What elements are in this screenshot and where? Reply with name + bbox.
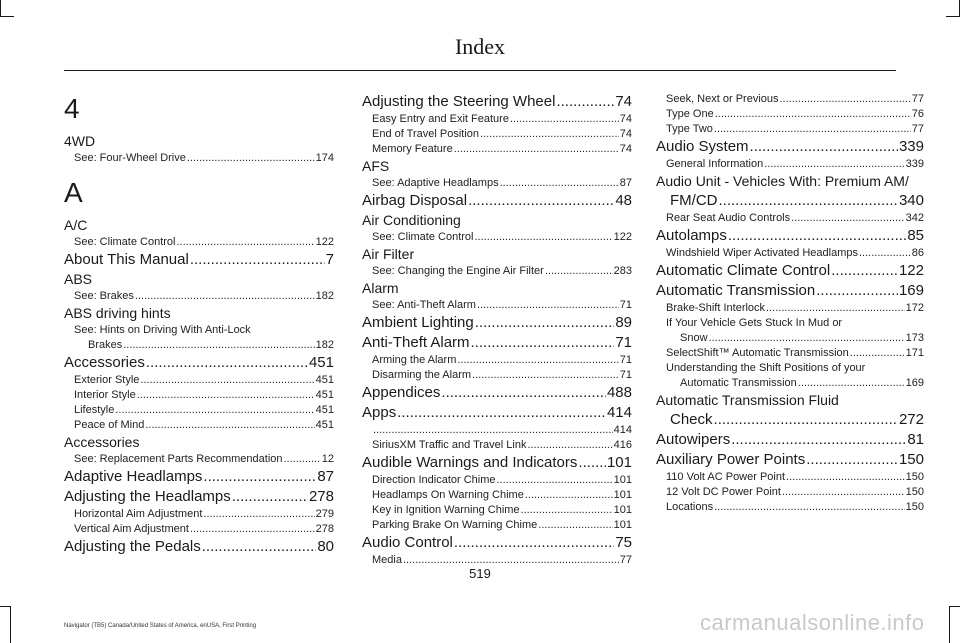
entry-text: Easy Entry and Exit Feature: [372, 113, 509, 125]
page-reference-link[interactable]: 71: [615, 334, 632, 351]
dot-leader: [472, 368, 619, 383]
index-subentry: [362, 230, 632, 245]
dot-leader: [190, 522, 315, 537]
index-column-3: [656, 92, 924, 515]
entry-text: Automatic Climate Control: [656, 262, 831, 279]
dot-leader: [177, 235, 315, 250]
index-subentry: See: Hints on Driving With Anti-Lock: [74, 324, 251, 336]
page-reference-link[interactable]: 86: [911, 247, 924, 259]
dot-leader: [500, 176, 619, 191]
page-reference-link[interactable]: 101: [606, 454, 632, 471]
index-subentry: [656, 211, 924, 226]
index-subentry-continued: [656, 331, 924, 346]
entry-text: 110 Volt AC Power Point: [666, 471, 786, 483]
page-reference-link[interactable]: 416: [613, 439, 632, 451]
page-reference-link[interactable]: 80: [317, 538, 334, 555]
page-reference-link[interactable]: 169: [898, 282, 924, 299]
page-reference-link[interactable]: 75: [615, 534, 632, 551]
dot-leader: [750, 137, 898, 157]
entry-text: Key in Ignition Warning Chime: [372, 504, 520, 516]
entry-text: Check: [670, 411, 713, 428]
dot-leader: [766, 301, 905, 316]
index-heading: [362, 533, 632, 553]
crop-mark-top-left-h: [0, 16, 14, 17]
dot-leader: [146, 353, 308, 373]
dot-leader: [135, 289, 315, 304]
index-heading: [64, 467, 334, 487]
dot-leader: [831, 261, 898, 281]
page-reference-link[interactable]: 451: [308, 354, 334, 371]
entry-text: See: Adaptive Headlamps: [372, 177, 499, 189]
page-reference-link[interactable]: 81: [907, 431, 924, 448]
index-heading: [362, 383, 632, 403]
index-heading: [362, 333, 632, 353]
page-reference-link[interactable]: 150: [898, 451, 924, 468]
index-subentry: [64, 403, 334, 418]
index-heading: [656, 281, 924, 301]
dot-leader: [140, 373, 314, 388]
page-reference-link[interactable]: 451: [315, 389, 334, 401]
index-heading: Accessories: [64, 434, 140, 450]
index-subentry: If Your Vehicle Gets Stuck In Mud or: [666, 317, 843, 329]
page-reference-link[interactable]: 272: [898, 411, 924, 428]
page-reference-link[interactable]: 74: [615, 93, 632, 110]
dot-leader: [190, 250, 325, 270]
dot-leader: [203, 507, 314, 522]
entry-text: Autolamps: [656, 227, 727, 244]
page-reference-link[interactable]: 414: [613, 424, 632, 436]
entry-text: Peace of Mind: [74, 419, 145, 431]
entry-text: Ambient Lighting: [362, 314, 474, 331]
page-reference-link[interactable]: 76: [911, 108, 924, 120]
crop-mark-top-right-h: [946, 16, 960, 17]
index-subentry: [362, 142, 632, 157]
dot-leader: [816, 281, 898, 301]
entry-text: Locations: [666, 501, 714, 513]
index-heading: Air Filter: [362, 246, 415, 262]
index-heading: [656, 261, 924, 281]
index-subentry: [656, 500, 924, 515]
dot-leader: [471, 333, 615, 353]
page-reference-link[interactable]: 279: [315, 508, 334, 520]
dot-leader: [145, 418, 314, 433]
entry-text: Seek, Next or Previous: [666, 93, 779, 105]
index-subentry: [362, 488, 632, 503]
dot-leader: [137, 388, 315, 403]
index-heading: [64, 487, 334, 507]
dot-leader: [454, 142, 619, 157]
page-reference-link[interactable]: 173: [905, 332, 924, 344]
index-subentry: [64, 235, 334, 250]
dot-leader: [782, 485, 905, 500]
index-heading: [362, 92, 632, 112]
entry-text: Adjusting the Steering Wheel: [362, 93, 556, 110]
index-subentry: [64, 151, 334, 166]
dot-leader: [806, 450, 898, 470]
index-subentry: [656, 157, 924, 172]
page-reference-link[interactable]: 182: [315, 339, 334, 351]
page-reference-link[interactable]: 101: [613, 504, 632, 516]
index-heading: [362, 453, 632, 473]
entry-text: Arming the Alarm: [372, 354, 457, 366]
dot-leader: [475, 313, 615, 333]
page-reference-link[interactable]: 87: [317, 468, 334, 485]
page-reference-link[interactable]: 101: [613, 519, 632, 531]
page-title: Index: [454, 34, 506, 59]
entry-text: See: Replacement Parts Recommendation: [74, 453, 283, 465]
index-heading: [64, 250, 334, 270]
dot-leader: [525, 488, 613, 503]
index-subentry: [362, 127, 632, 142]
entry-text: Audio Control: [362, 534, 453, 551]
entry-text: Adjusting the Pedals: [64, 538, 201, 555]
index-subentry: [64, 507, 334, 522]
index-heading: [362, 191, 632, 211]
dot-leader: [203, 467, 316, 487]
index-heading: ABS driving hints: [64, 305, 171, 321]
page-reference-link[interactable]: 174: [315, 152, 334, 164]
dot-leader: [123, 338, 314, 353]
entry-text: Rear Seat Audio Controls: [666, 212, 791, 224]
dot-leader: [497, 473, 613, 488]
page-reference-link[interactable]: 74: [619, 128, 632, 140]
index-subentry: [656, 246, 924, 261]
index-heading: Audio Unit - Vehicles With: Premium AM/: [656, 173, 909, 189]
entry-text: Headlamps On Warning Chime: [372, 489, 524, 501]
dot-leader: [397, 403, 606, 423]
dot-leader: [728, 226, 906, 246]
page-reference-link[interactable]: 488: [606, 384, 632, 401]
index-subentry: [362, 423, 632, 438]
entry-text: 12 Volt DC Power Point: [666, 486, 781, 498]
index-section-letter: A: [64, 177, 83, 208]
index-subentry: [362, 176, 632, 191]
page-reference-link[interactable]: 122: [613, 231, 632, 243]
crop-mark-bottom-left-v: [10, 606, 11, 643]
index-heading: [656, 430, 924, 450]
dot-leader: [510, 112, 619, 127]
dot-leader: [786, 470, 905, 485]
page-reference-link[interactable]: 342: [905, 212, 924, 224]
dot-leader: [468, 191, 614, 211]
page-reference-link[interactable]: 101: [613, 489, 632, 501]
entry-text: Vertical Aim Adjustment: [74, 523, 189, 535]
page-reference-link[interactable]: 278: [308, 488, 334, 505]
entry-text: Lifestyle: [74, 404, 115, 416]
entry-text: General Information: [666, 158, 764, 170]
dot-leader: [764, 157, 904, 172]
dot-leader: [780, 92, 911, 107]
index-subentry: [362, 503, 632, 518]
dot-leader: [714, 122, 911, 137]
page-reference-link[interactable]: 340: [898, 192, 924, 209]
entry-text: See: Climate Control: [74, 236, 176, 248]
page-reference-link[interactable]: 150: [905, 501, 924, 513]
section-gap: [64, 166, 334, 176]
entry-text: About This Manual: [64, 251, 189, 268]
index-heading: 4WD: [64, 133, 96, 149]
dot-leader: [709, 331, 905, 346]
entry-text: Parking Brake On Warning Chime: [372, 519, 538, 531]
entry-text: Disarming the Alarm: [372, 369, 472, 381]
entry-text: See: Brakes: [74, 290, 134, 302]
index-column-1: [64, 92, 334, 557]
entry-text: See: Four-Wheel Drive: [74, 152, 186, 164]
dot-leader: [545, 264, 613, 279]
page-reference-link[interactable]: 339: [905, 158, 924, 170]
dot-leader: [859, 246, 911, 261]
page-reference-link[interactable]: 89: [615, 314, 632, 331]
dot-leader: [791, 211, 905, 226]
page-reference-link[interactable]: 71: [619, 299, 632, 311]
index-subentry: [656, 470, 924, 485]
index-subentry: [64, 289, 334, 304]
dot-leader: [527, 438, 612, 453]
header-rule: [64, 70, 896, 71]
page-reference-link[interactable]: 182: [315, 290, 334, 302]
entry-text: See: Anti-Theft Alarm: [372, 299, 476, 311]
entry-text: Audible Warnings and Indicators: [362, 454, 578, 471]
watermark: carmanualsonline.info: [700, 610, 925, 635]
dot-leader: [798, 376, 905, 391]
dot-leader: [714, 410, 898, 430]
index-subentry: [656, 346, 924, 361]
index-heading: [362, 403, 632, 423]
crop-mark-bottom-right-v: [949, 606, 950, 643]
page-reference-link[interactable]: 77: [619, 554, 632, 566]
entry-text: Adaptive Headlamps: [64, 468, 203, 485]
dot-leader: [578, 453, 606, 473]
dot-leader: [373, 423, 613, 438]
dot-leader: [477, 298, 619, 313]
index-subentry: [362, 298, 632, 313]
entry-text: Type Two: [666, 123, 713, 135]
index-subentry: [362, 368, 632, 383]
entry-text: Accessories: [64, 354, 145, 371]
entry-text: End of Travel Position: [372, 128, 480, 140]
page-reference-link[interactable]: 12: [321, 453, 334, 465]
page-reference-link[interactable]: 150: [905, 471, 924, 483]
index-subentry: [64, 373, 334, 388]
index-subentry: [362, 264, 632, 279]
index-heading: [656, 450, 924, 470]
index-column-2: [362, 92, 632, 568]
entry-text: Direction Indicator Chime: [372, 474, 496, 486]
index-subentry: [362, 473, 632, 488]
index-heading: AFS: [362, 158, 390, 174]
page-reference-link[interactable]: 150: [905, 486, 924, 498]
entry-text: See: Changing the Engine Air Filter: [372, 265, 544, 277]
index-subentry: Understanding the Shift Positions of your: [666, 362, 866, 374]
index-heading-continued: [656, 191, 924, 211]
dot-leader: [731, 430, 906, 450]
page-reference-link[interactable]: 7: [325, 251, 334, 268]
entry-text: Windshield Wiper Activated Headlamps: [666, 247, 858, 259]
page-reference-link[interactable]: 451: [315, 374, 334, 386]
index-heading: [64, 353, 334, 373]
page-reference-link[interactable]: 48: [615, 192, 632, 209]
entry-text: Memory Feature: [372, 143, 453, 155]
entry-text: Apps: [362, 404, 397, 421]
dot-leader: [850, 346, 905, 361]
dot-leader: [719, 191, 898, 211]
page-reference-link[interactable]: 101: [613, 474, 632, 486]
page-reference-link[interactable]: 85: [907, 227, 924, 244]
entry-text: Brakes: [88, 339, 123, 351]
entry-text: See: Climate Control: [372, 231, 474, 243]
page-reference-link[interactable]: 122: [898, 262, 924, 279]
page-reference-link[interactable]: 414: [606, 404, 632, 421]
page-reference-link[interactable]: 171: [905, 347, 924, 359]
entry-text: Exterior Style: [74, 374, 140, 386]
index-subentry: [64, 452, 334, 467]
entry-text: Type One: [666, 108, 714, 120]
entry-text: Auxiliary Power Points: [656, 451, 806, 468]
page-reference-link[interactable]: 71: [619, 354, 632, 366]
index-subentry: [656, 485, 924, 500]
index-section-letter: 4: [64, 93, 80, 124]
dot-leader: [202, 537, 317, 557]
crop-mark-bottom-right-h: [950, 606, 960, 607]
index-heading: ABS: [64, 271, 93, 287]
entry-text: Automatic Transmission: [680, 377, 797, 389]
index-subentry: [362, 353, 632, 368]
page-reference-link[interactable]: 451: [315, 419, 334, 431]
entry-text: Snow: [680, 332, 708, 344]
page-reference-link[interactable]: 339: [898, 138, 924, 155]
index-subentry-continued: [656, 376, 924, 391]
dot-leader: [556, 92, 614, 112]
index-heading: Air Conditioning: [362, 212, 461, 228]
dot-leader: [284, 452, 321, 467]
dot-leader: [454, 533, 614, 553]
index-subentry: [656, 92, 924, 107]
page-reference-link[interactable]: 451: [315, 404, 334, 416]
entry-text: FM/CD: [670, 192, 718, 209]
page-reference-link[interactable]: 74: [619, 143, 632, 155]
index-heading: Automatic Transmission Fluid: [656, 392, 839, 408]
entry-text: Automatic Transmission: [656, 282, 816, 299]
page-reference-link[interactable]: 122: [315, 236, 334, 248]
page-number: 519: [469, 566, 491, 581]
index-subentry: [362, 438, 632, 453]
index-subentry: [362, 518, 632, 533]
index-subentry: [64, 522, 334, 537]
page-reference-link[interactable]: 87: [619, 177, 632, 189]
dot-leader: [115, 403, 314, 418]
index-subentry: [656, 301, 924, 316]
dot-leader: [521, 503, 613, 518]
entry-text: Adjusting the Headlamps: [64, 488, 231, 505]
index-subentry: [656, 122, 924, 137]
index-subentry: [362, 112, 632, 127]
index-heading: [656, 137, 924, 157]
entry-text: Audio System: [656, 138, 749, 155]
dot-leader: [475, 230, 613, 245]
dot-leader: [441, 383, 606, 403]
page-reference-link[interactable]: 77: [911, 123, 924, 135]
page-reference-link[interactable]: 74: [619, 113, 632, 125]
dot-leader: [457, 353, 618, 368]
entry-text: Media: [372, 554, 402, 566]
index-subentry: [656, 107, 924, 122]
dot-leader: [232, 487, 308, 507]
entry-text: Airbag Disposal: [362, 192, 468, 209]
entry-text: Autowipers: [656, 431, 731, 448]
footer-text: Navigator (TB5) Canada/United States of America, enUSA, First Printing: [64, 623, 257, 629]
index-heading: Alarm: [362, 280, 399, 296]
entry-text: SelectShift™ Automatic Transmission: [666, 347, 849, 359]
entry-text: SiriusXM Traffic and Travel Link: [372, 439, 527, 451]
page-reference-link[interactable]: 283: [613, 265, 632, 277]
entry-text: Anti-Theft Alarm: [362, 334, 470, 351]
entry-text: Appendices: [362, 384, 441, 401]
dot-leader: [714, 500, 905, 515]
index-heading: [362, 313, 632, 333]
crop-mark-top-left-v: [0, 0, 1, 16]
index-heading: A/C: [64, 217, 88, 233]
page-reference-link[interactable]: 278: [315, 523, 334, 535]
page-reference-link[interactable]: 169: [905, 377, 924, 389]
index-heading: [656, 226, 924, 246]
index-subentry-continued: [64, 338, 334, 353]
page-reference-link[interactable]: 172: [905, 302, 924, 314]
index-subentry: [64, 418, 334, 433]
entry-text: Interior Style: [74, 389, 136, 401]
entry-text: Horizontal Aim Adjustment: [74, 508, 203, 520]
crop-mark-bottom-left-h: [0, 606, 10, 607]
index-heading: [64, 537, 334, 557]
index-heading-continued: [656, 410, 924, 430]
dot-leader: [187, 151, 315, 166]
dot-leader: [538, 518, 612, 533]
dot-leader: [480, 127, 619, 142]
page-reference-link[interactable]: 71: [619, 369, 632, 381]
page-reference-link[interactable]: 77: [911, 93, 924, 105]
entry-text: Brake-Shift Interlock: [666, 302, 766, 314]
index-subentry: [64, 388, 334, 403]
dot-leader: [715, 107, 911, 122]
